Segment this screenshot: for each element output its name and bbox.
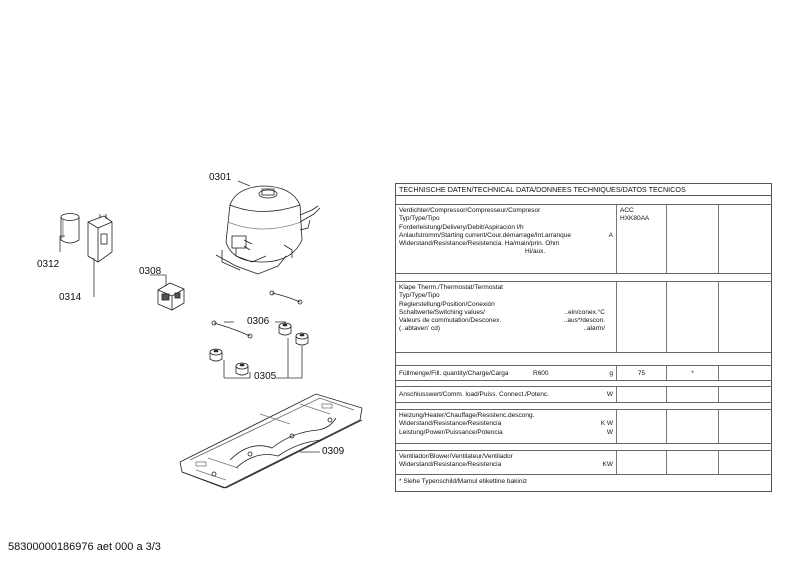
compressor-line-6: Hi/aux.	[525, 248, 546, 256]
compressor-line-2: Typ/Type/Tipo	[399, 215, 440, 223]
charge-unit: g	[609, 370, 613, 377]
compressor-line-5: Widerstand/Resistance/Resistencia. Ha/main/prin. Ohm	[399, 240, 560, 248]
charge-section	[396, 365, 771, 381]
thermostat-suffix-alarm: ..alarm/	[583, 325, 605, 333]
fan-line-2: Widerstand/Resistance/Resistencia	[399, 461, 502, 469]
fan-unit: KW	[602, 461, 613, 469]
charge-label: Füllmenge/Fill. quantity/Charge/Carga	[399, 370, 509, 377]
thermostat-suffix-off: ..aus*/descon.	[563, 317, 605, 325]
callout-0314: 0314	[59, 292, 82, 303]
compressor-type-value: HXK80AA	[620, 215, 650, 223]
connection-label: Anschlusswert/Comm. load/Puiss. Connect./Potenc.	[399, 391, 549, 398]
callout-0301: 0301	[209, 172, 232, 183]
connection-unit: W	[606, 391, 613, 398]
thermostat-suffix-on: ..ein/conex.°C	[564, 308, 605, 316]
callout-0308: 0308	[139, 266, 162, 277]
part-0306-clip-icon	[212, 291, 302, 338]
part-0314-icon	[88, 214, 112, 262]
heater-line-2: Widerstand/Resistance/Resistencia	[399, 420, 502, 428]
part-0312-icon	[61, 214, 79, 244]
charge-extra: *	[691, 370, 694, 377]
callout-0312: 0312	[37, 259, 60, 270]
thermostat-line-6: (..abtaven' cd)	[399, 325, 440, 333]
starting-current-unit: A	[608, 231, 613, 239]
compressor-line-3: Forderleistung/Delivery/Debit/Aspiración l/h	[399, 223, 524, 231]
document-footer: 58300000186976 aet 000 a 3/3	[8, 541, 161, 553]
fan-line-1: Ventilador/Blower/Ventilateur/Ventilador	[399, 453, 513, 460]
part-0309-base-plate-icon	[180, 394, 362, 488]
fan-section	[396, 450, 771, 475]
technical-data-table	[395, 183, 772, 492]
heater-line-1: Heizung/Heater/Chauffage/Resistenc.descong.	[399, 412, 535, 419]
refrigerant-value: R600	[533, 370, 549, 377]
compressor-maker-value: ACC	[620, 207, 634, 214]
part-0308-connector-icon	[158, 283, 184, 310]
connection-section	[396, 386, 771, 403]
type-plate-note: * Siehe Typenschild/Mamul etikettine bakiniz	[399, 478, 528, 485]
thermostat-section	[396, 281, 771, 353]
heater-line-3: Leistung/Power/Puissance/Potencia	[399, 428, 503, 436]
thermostat-line-5: Valeurs de commutation/Desconex.	[399, 317, 502, 325]
thermostat-line-2: Typ/Type/Tipo	[399, 292, 440, 300]
technical-data-header: TECHNISCHE DATEN/TECHNICAL DATA/DONNEES TECHNIQUES/DATOS TECNICOS	[396, 184, 771, 196]
compressor-line-4: Anlaufstromm/Starting current/Cour.démarrage/Int.arranque	[399, 231, 571, 239]
compressor-line-1: Verdichter/Compressor/Compresseur/Compresor	[399, 207, 541, 214]
thermostat-line-1: Klape Therm./Thermostat/Termostat	[399, 284, 503, 291]
heater-unit-power: W	[606, 428, 613, 436]
charge-value: 75	[637, 370, 646, 377]
callout-0305: 0305	[254, 371, 277, 382]
part-0305-grommet-icon	[210, 323, 308, 375]
part-0301-compressor-icon	[216, 186, 320, 274]
callout-0309: 0309	[322, 446, 345, 457]
compressor-section	[396, 204, 771, 274]
thermostat-line-4: Schaltwerte/Switching values/	[399, 308, 485, 316]
heater-unit-resistance: K W	[600, 420, 613, 428]
callout-0306: 0306	[247, 316, 270, 327]
heater-section	[396, 409, 771, 444]
thermostat-line-3: Reglerstellung/Position/Conexión	[399, 300, 495, 308]
